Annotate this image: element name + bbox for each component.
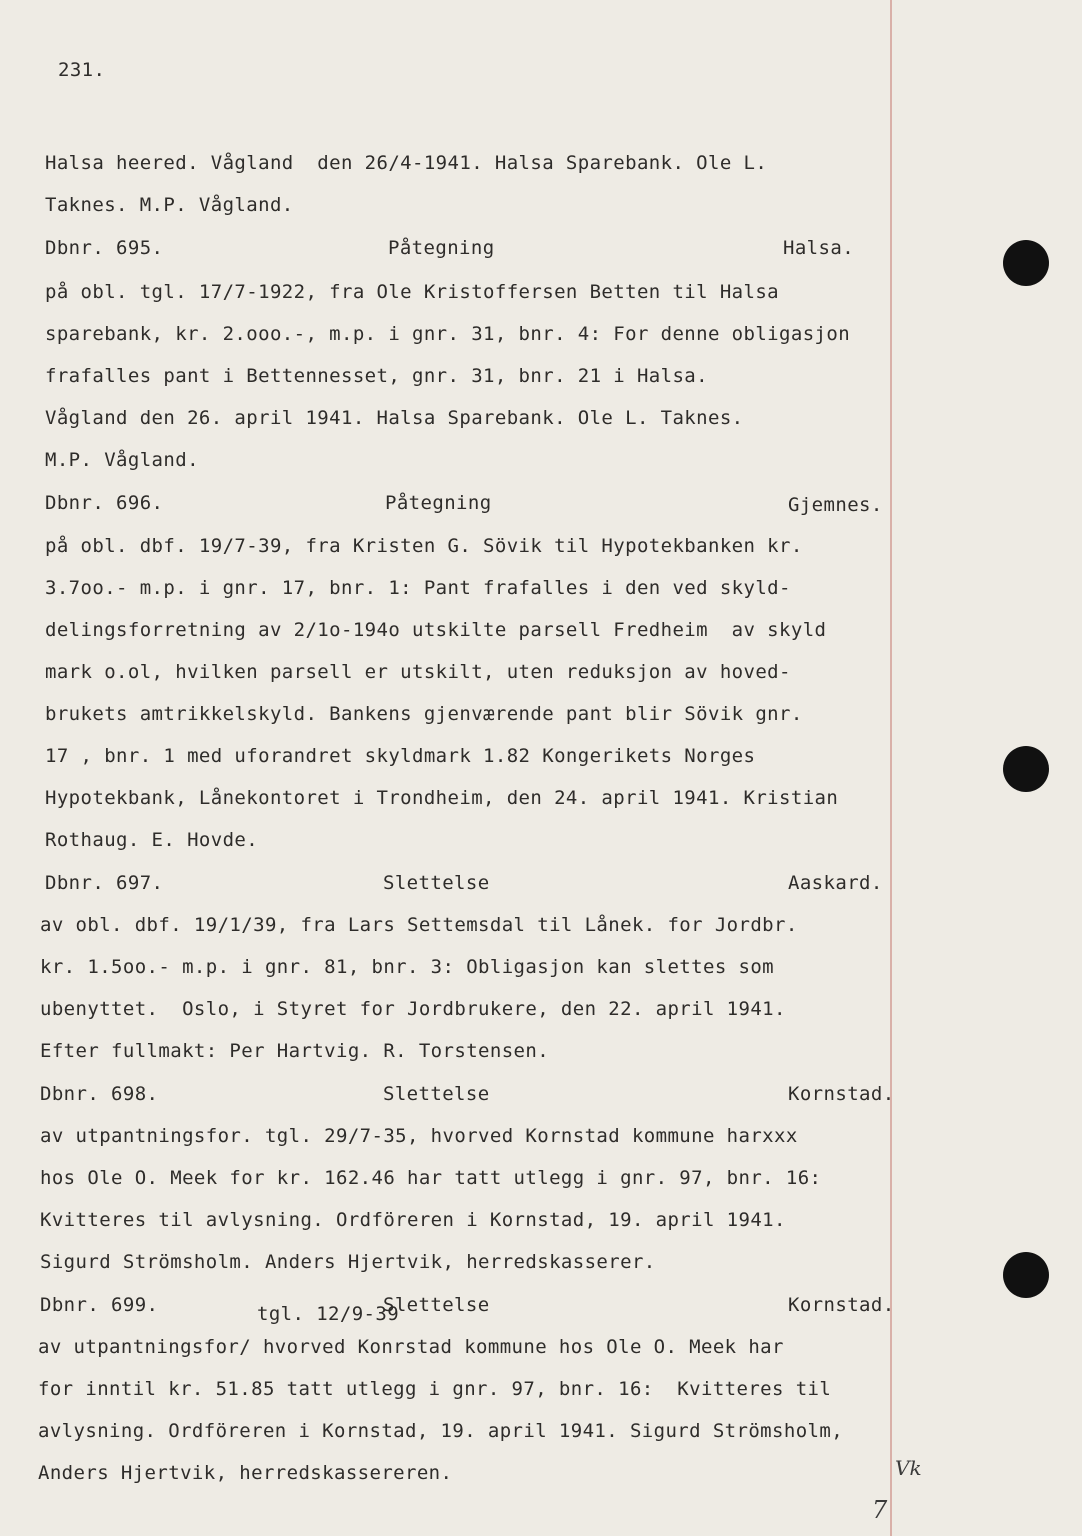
text-line: av utpantningsfor. tgl. 29/7-35, hvorved Kornstad kommune harxxx	[40, 1125, 798, 1147]
entry-number: Dbnr. 698.	[40, 1083, 159, 1105]
text-line: frafalles pant i Bettennesset, gnr. 31, bnr. 21 i Halsa.	[45, 365, 708, 387]
text-line: ubenyttet. Oslo, i Styret for Jordbrukere, den 22. april 1941.	[40, 998, 786, 1020]
text-line: Efter fullmakt: Per Hartvig. R. Torstensen.	[40, 1040, 550, 1062]
entry-place: Aaskard.	[788, 872, 883, 894]
text-line: på obl. dbf. 19/7-39, fra Kristen G. Sövik til Hypotekbanken kr.	[45, 535, 803, 557]
entry-number: Dbnr. 699.	[40, 1294, 159, 1316]
text-line: 3.7oo.- m.p. i gnr. 17, bnr. 1: Pant frafalles i den ved skyld-	[45, 577, 791, 599]
entry-place: Kornstad.	[788, 1294, 895, 1316]
text-line: brukets amtrikkelskyld. Bankens gjenværende pant blir Sövik gnr.	[45, 703, 803, 725]
text-line: på obl. tgl. 17/7-1922, fra Ole Kristoffersen Betten til Halsa	[45, 281, 780, 303]
entry-number: Dbnr. 697.	[45, 872, 164, 894]
entry-place: Kornstad.	[788, 1083, 895, 1105]
text-line: Sigurd Strömsholm. Anders Hjertvik, herredskasserer.	[40, 1251, 656, 1273]
entry-number: Dbnr. 696.	[45, 492, 164, 514]
entry-place: Gjemnes.	[788, 494, 883, 516]
entry-type: Påtegning	[388, 237, 495, 259]
entry-insert: tgl. 12/9-39	[257, 1303, 400, 1325]
text-line: kr. 1.5oo.- m.p. i gnr. 81, bnr. 3: Obligasjon kan slettes som	[40, 956, 775, 978]
entry-type: Slettelse	[383, 872, 490, 894]
text-line: delingsforretning av 2/1o-194o utskilte parsell Fredheim av skyld	[45, 619, 827, 641]
text-line: 17 , bnr. 1 med uforandret skyldmark 1.82 Kongerikets Norges	[45, 745, 756, 767]
text-line: Kvitteres til avlysning. Ordföreren i Kornstad, 19. april 1941.	[40, 1209, 786, 1231]
text-line: hos Ole O. Meek for kr. 162.46 har tatt utlegg i gnr. 97, bnr. 16:	[40, 1167, 822, 1189]
entry-number: Dbnr. 695.	[45, 237, 164, 259]
text-line: avlysning. Ordföreren i Kornstad, 19. april 1941. Sigurd Strömsholm,	[38, 1420, 844, 1442]
text-line: mark o.ol, hvilken parsell er utskilt, uten reduksjon av hoved-	[45, 661, 791, 683]
text-line: sparebank, kr. 2.ooo.-, m.p. i gnr. 31, bnr. 4: For denne obligasjon	[45, 323, 851, 345]
text-line: av obl. dbf. 19/1/39, fra Lars Settemsdal til Lånek. for Jordbr.	[40, 914, 798, 936]
text-line: Vågland den 26. april 1941. Halsa Sparebank. Ole L. Taknes.	[45, 407, 744, 429]
text-line: av utpantningsfor/ hvorved Konrstad kommune hos Ole O. Meek har	[38, 1336, 784, 1358]
text-line: Anders Hjertvik, herredskassereren.	[38, 1462, 453, 1484]
entry-type: Slettelse	[383, 1083, 490, 1105]
punch-hole	[1003, 746, 1049, 792]
text-line: M.P. Vågland.	[45, 449, 199, 471]
entry-type: Slettelse	[383, 1294, 490, 1316]
text-line: Taknes. M.P. Vågland.	[45, 194, 294, 216]
handwritten-initials: Vk	[895, 1456, 922, 1480]
punch-hole	[1003, 240, 1049, 286]
text-line: Hypotekbank, Lånekontoret i Trondheim, den 24. april 1941. Kristian	[45, 787, 839, 809]
text-line: for inntil kr. 51.85 tatt utlegg i gnr. 97, bnr. 16: Kvitteres til	[38, 1378, 832, 1400]
text-line: Rothaug. E. Hovde.	[45, 829, 259, 851]
handwritten-mark: 7	[872, 1496, 888, 1524]
text-line: Halsa heered. Vågland den 26/4-1941. Halsa Sparebank. Ole L.	[45, 152, 768, 174]
page-number: 231.	[58, 59, 106, 81]
entry-type: Påtegning	[385, 492, 492, 514]
entry-place: Halsa.	[783, 237, 855, 259]
punch-hole	[1003, 1252, 1049, 1298]
